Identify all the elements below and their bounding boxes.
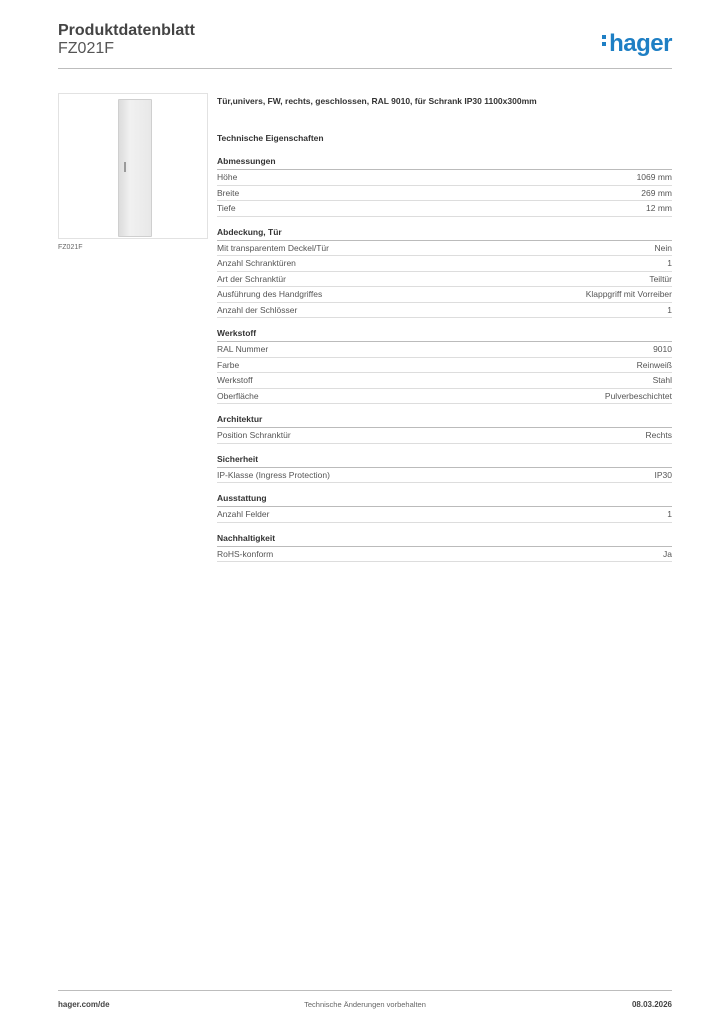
property-label: Farbe <box>217 359 240 370</box>
section-title: Ausstattung <box>217 493 672 507</box>
property-label: RAL Nummer <box>217 344 269 354</box>
property-value: 12 mm <box>646 203 672 213</box>
property-row <box>217 287 672 303</box>
property-label: Mit transparentem Deckel/Tür <box>217 242 329 253</box>
property-label: Ausführung des Handgriffes <box>217 289 323 299</box>
logo-dots-icon <box>602 32 607 49</box>
property-value: 1 <box>667 509 672 519</box>
property-section <box>217 414 672 444</box>
section-title: Nachhaltigkeit <box>217 533 672 547</box>
logo-text: hager <box>609 30 672 57</box>
product-details <box>217 96 672 572</box>
product-code: FZ021F <box>58 40 115 57</box>
property-row <box>217 373 672 389</box>
property-row <box>217 201 672 217</box>
property-label: Position Schranktür <box>217 430 291 440</box>
property-section <box>217 156 672 217</box>
footer-website-link[interactable]: hager.com/de <box>58 1000 110 1009</box>
product-image <box>58 93 208 239</box>
property-value: Teiltür <box>649 273 672 284</box>
property-label: IP-Klasse (Ingress Protection) <box>217 469 330 480</box>
property-label: Tiefe <box>217 203 236 213</box>
property-row <box>217 186 672 202</box>
section-title: Sicherheit <box>217 454 672 468</box>
property-value: Nein <box>654 242 672 253</box>
property-section <box>217 328 672 404</box>
property-value: 9010 <box>653 344 672 354</box>
property-label: Breite <box>217 187 240 198</box>
footer-date: 08.03.2026 <box>631 1000 672 1009</box>
property-row <box>217 170 672 186</box>
door-handle-icon <box>124 162 126 172</box>
property-value: IP30 <box>654 469 672 480</box>
section-title: Architektur <box>217 414 672 428</box>
property-row <box>217 428 672 444</box>
property-row <box>217 256 672 272</box>
property-label: Art der Schranktür <box>217 273 286 284</box>
footer-notice: Technische Änderungen vorbehalten <box>304 1000 426 1009</box>
property-section <box>217 493 672 523</box>
property-sections <box>217 156 672 562</box>
product-description: Tür,univers, FW, rechts, geschlossen, RAL 9010, für Schrank IP30 1100x300mm <box>217 96 537 106</box>
property-value: Stahl <box>652 375 672 385</box>
section-title: Abmessungen <box>217 156 672 170</box>
property-label: RoHS-konform <box>217 548 274 559</box>
property-label: Höhe <box>217 172 238 182</box>
property-row <box>217 303 672 319</box>
property-row <box>217 342 672 358</box>
property-row <box>217 507 672 523</box>
property-label: Werkstoff <box>217 375 253 385</box>
cabinet-door-image <box>118 99 152 237</box>
property-value: 1 <box>667 258 672 268</box>
property-row <box>217 272 672 288</box>
property-value: 269 mm <box>641 187 672 198</box>
page-header <box>58 20 672 69</box>
property-row <box>217 241 672 257</box>
property-row <box>217 547 672 563</box>
property-value: 1 <box>667 304 672 315</box>
property-row <box>217 358 672 374</box>
technical-properties-title: Technische Eigenschaften <box>217 133 324 143</box>
property-label: Oberfläche <box>217 390 259 401</box>
image-caption: FZ021F <box>58 244 83 251</box>
property-value: 1069 mm <box>636 172 672 182</box>
property-value: Pulverbeschichtet <box>604 390 672 401</box>
property-section <box>217 227 672 319</box>
property-label: Anzahl der Schlösser <box>217 304 298 315</box>
property-section <box>217 454 672 484</box>
property-value: Klappgriff mit Vorreiber <box>585 289 672 299</box>
property-value: Ja <box>663 548 672 559</box>
hager-logo[interactable] <box>602 30 672 58</box>
property-row <box>217 468 672 484</box>
property-section <box>217 533 672 563</box>
document-type: Produktdatenblatt <box>58 22 195 39</box>
property-label: Anzahl Felder <box>217 509 270 519</box>
property-value: Reinweiß <box>636 359 672 370</box>
section-title: Abdeckung, Tür <box>217 227 672 241</box>
section-title: Werkstoff <box>217 328 672 342</box>
page-footer <box>58 990 672 1011</box>
property-value: Rechts <box>645 430 672 440</box>
property-row <box>217 389 672 405</box>
property-label: Anzahl Schranktüren <box>217 258 296 268</box>
